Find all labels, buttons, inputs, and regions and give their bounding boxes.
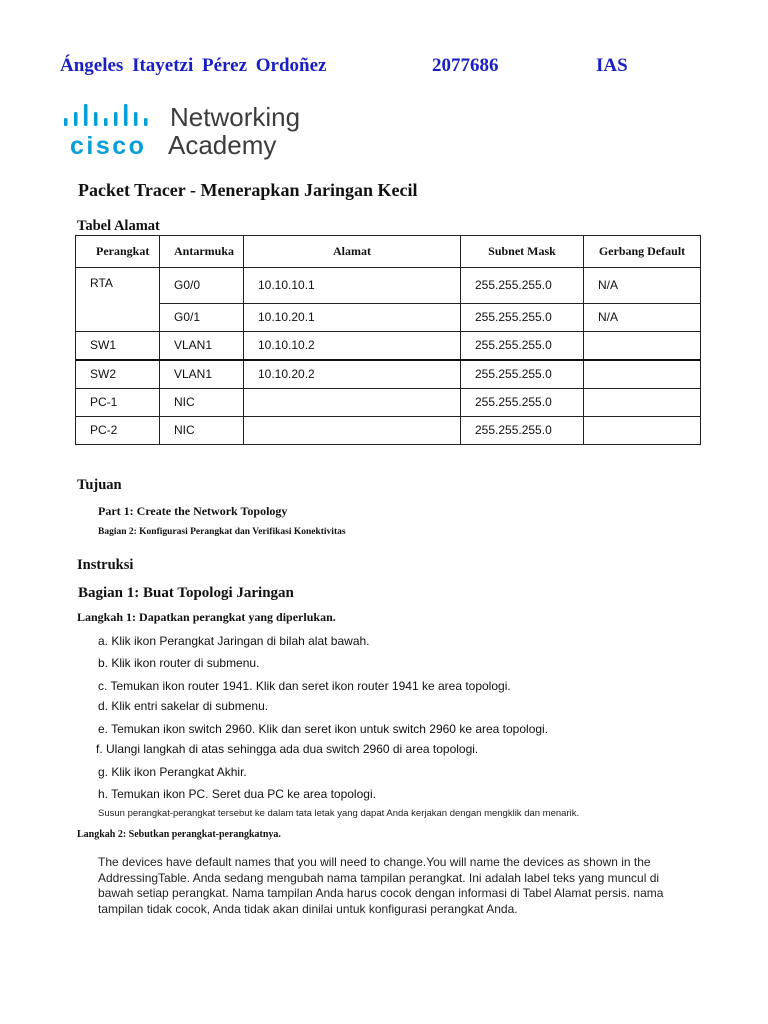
cell-subnet-mask: 255.255.255.0 [461, 303, 584, 331]
logo-line-academy: Academy [168, 130, 277, 160]
cell-interface: G0/0 [160, 268, 244, 304]
cell-address [244, 416, 461, 444]
instruction-item: e. Temukan ikon switch 2960. Klik dan seret ikon untuk switch 2960 ke area topologi. [98, 722, 549, 736]
table-row [76, 303, 701, 331]
cell-address: 10.10.10.1 [244, 268, 461, 304]
cell-gateway [584, 416, 701, 444]
cell-subnet-mask: 255.255.255.0 [461, 331, 584, 360]
cell-address: 10.10.20.2 [244, 360, 461, 389]
col-header-device: Perangkat [76, 236, 160, 268]
cisco-bars-icon [64, 104, 148, 126]
cell-interface: VLAN1 [160, 360, 244, 389]
cell-address [244, 388, 461, 416]
table-row [76, 416, 701, 444]
objectives-heading: Tujuan [77, 477, 122, 493]
cell-gateway [584, 360, 701, 389]
col-header-address: Alamat [244, 236, 461, 268]
instruction-item: a. Klik ikon Perangkat Jaringan di bilah alat bawah. [98, 634, 370, 648]
cell-device: SW2 [76, 360, 160, 389]
step2-heading: Langkah 2: Sebutkan perangkat-perangkatnya. [77, 829, 281, 840]
cell-device: RTA [76, 268, 160, 304]
step1-note: Susun perangkat-perangkat tersebut ke dalam tata letak yang dapat Anda kerjakan dengan mengklik dan menarik. [98, 808, 580, 819]
cell-subnet-mask: 255.255.255.0 [461, 360, 584, 389]
program-code: IAS [596, 55, 628, 76]
col-header-interface: Antarmuka [160, 236, 244, 268]
cell-device: PC-1 [76, 388, 160, 416]
logo-line-networking: Networking [170, 102, 301, 132]
col-header-subnet-mask: Subnet Mask [461, 236, 584, 268]
table-header-row [76, 236, 701, 268]
table-row [76, 388, 701, 416]
cell-subnet-mask: 255.255.255.0 [461, 416, 584, 444]
cisco-wordmark: cisco [70, 132, 147, 160]
col-header-default-gateway: Gerbang Default [584, 236, 701, 268]
table-row [76, 360, 701, 389]
cell-address: 10.10.20.1 [244, 303, 461, 331]
cell-gateway: N/A [584, 268, 701, 304]
objective-item: Bagian 2: Konfigurasi Perangkat dan Verifikasi Konektivitas [98, 527, 346, 537]
instruction-item: g. Klik ikon Perangkat Akhir. [98, 765, 247, 779]
instruction-item: f. Ulangi langkah di atas sehingga ada dua switch 2960 di area topologi. [96, 742, 479, 756]
cell-gateway [584, 388, 701, 416]
cell-interface: NIC [160, 388, 244, 416]
part1-heading: Bagian 1: Buat Topologi Jaringan [78, 585, 294, 601]
cell-subnet-mask: 255.255.255.0 [461, 388, 584, 416]
objective-item: Part 1: Create the Network Topology [98, 504, 288, 518]
instructions-heading: Instruksi [77, 557, 134, 573]
addressing-table [75, 235, 701, 445]
table-row [76, 268, 701, 304]
cell-device [76, 303, 160, 331]
step2-paragraph: The devices have default names that you will need to change.You will name the devices as shown in the AddressingTable. Anda sedang mengubah nama tampilan perangkat. Ini adalah label teks yang muncul di bawah setiap perangkat. Nama tampilan Anda harus cocok dengan informasi di Tabel Alamat persis. nama tampilan tidak cocok, Anda tidak akan dinilai untuk konfigurasi perangkat Anda. [98, 855, 664, 916]
step1-heading: Langkah 1: Dapatkan perangkat yang diperlukan. [77, 610, 336, 624]
cisco-networking-academy-logo [62, 98, 312, 160]
table-caption: Tabel Alamat [77, 218, 160, 234]
cell-address: 10.10.10.2 [244, 331, 461, 360]
instruction-item: d. Klik entri sakelar di submenu. [98, 699, 269, 713]
table-row [76, 331, 701, 360]
cell-interface: VLAN1 [160, 331, 244, 360]
cell-device: SW1 [76, 331, 160, 360]
cell-gateway: N/A [584, 303, 701, 331]
instruction-item: h. Temukan ikon PC. Seret dua PC ke area topologi. [98, 787, 376, 801]
page-title: Packet Tracer - Menerapkan Jaringan Kecil [78, 180, 418, 200]
student-id: 2077686 [432, 55, 499, 76]
student-name: Ángeles Itayetzi Pérez Ordoñez [60, 55, 327, 76]
cell-device: PC-2 [76, 416, 160, 444]
cell-gateway [584, 331, 701, 360]
instruction-item: c. Temukan ikon router 1941. Klik dan seret ikon router 1941 ke area topologi. [98, 679, 511, 693]
instruction-item: b. Klik ikon router di submenu. [98, 656, 260, 670]
cell-interface: G0/1 [160, 303, 244, 331]
cell-subnet-mask: 255.255.255.0 [461, 268, 584, 304]
cell-interface: NIC [160, 416, 244, 444]
